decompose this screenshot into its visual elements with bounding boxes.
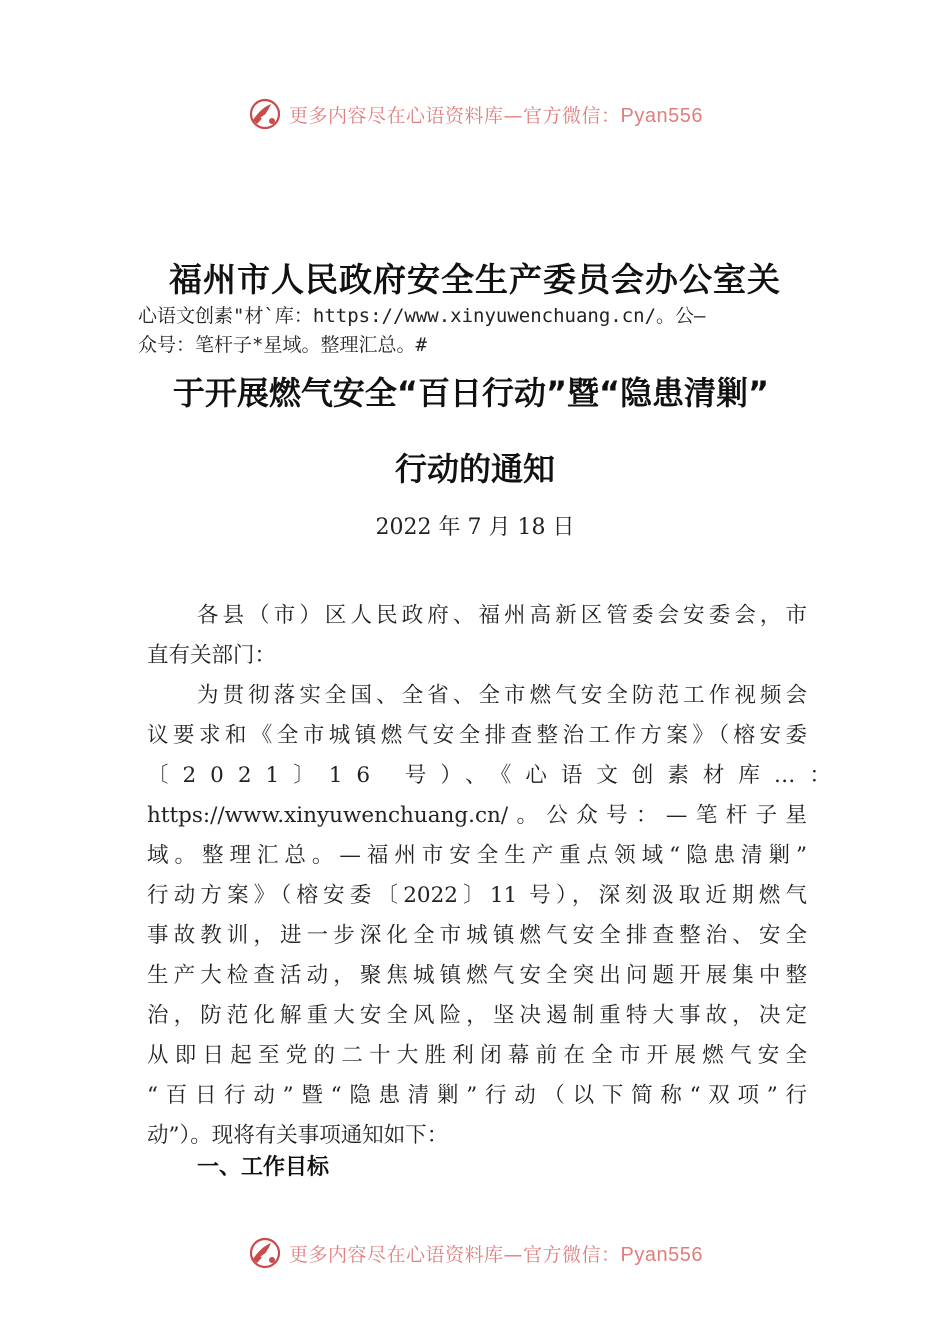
body-line: 事故教训，进一步深化全市城镇燃气安全排查整治、安全 (147, 923, 807, 948)
overlay-line-1: 心语文创素"材`库：https://www.xinyuwenchuang.cn/。公— (138, 305, 706, 327)
document-title-line-3: 行动的通知 (394, 450, 555, 488)
banner-text: 更多内容尽在心语资料库—官方微信：Pyan556 (289, 1243, 703, 1266)
body-line: 为贯彻落实全国、全省、全市燃气安全防范工作视频会 (197, 683, 807, 708)
document-title-line-1: 福州市人民政府安全生产委员会办公室关 (169, 260, 781, 299)
brush-logo-icon (247, 96, 283, 132)
banner-text: 更多内容尽在心语资料库—官方微信：Pyan556 (289, 104, 703, 127)
body-line: 域。整理汇总。—福州市安全生产重点领域“隐患清剿” (147, 843, 807, 868)
body-line: https://www.xinyuwenchuang.cn/。公众号：—笔杆子星 (147, 803, 807, 828)
document-title-line-2: 于开展燃气安全“百日行动”暨“隐患清剿” (172, 374, 770, 412)
brush-logo-icon (247, 1235, 283, 1271)
footer-watermark-banner (0, 1233, 950, 1273)
header-watermark-banner (0, 94, 950, 134)
section-heading: 一、工作目标 (197, 1155, 330, 1180)
body-line: “百日行动”暨“隐患清剿”行动（以下简称“双项”行 (147, 1083, 807, 1108)
body-line: 动”）。现将有关事项通知如下： (147, 1123, 449, 1148)
wechat-id: Pyan556 (620, 104, 703, 127)
body-line: 各县（市）区人民政府、福州高新区管委会安委会，市 (197, 603, 807, 628)
body-line: 行动方案》（榕安委〔2022〕11 号），深刻汲取近期燃气 (147, 883, 807, 908)
overlay-line-2: 众号：笔杆子*星域。整理汇总。# (138, 334, 427, 356)
body-line: 议要求和《全市城镇燃气安全排查整治工作方案》（榕安委 (147, 723, 807, 748)
body-line: 直有关部门： (147, 643, 277, 668)
document-date: 2022 年 7 月 18 日 (375, 515, 575, 540)
body-line: 生产大检查活动，聚焦城镇燃气安全突出问题开展集中整 (147, 963, 807, 988)
body-line: 治，防范化解重大安全风险，坚决遏制重特大事故，决定 (147, 1003, 807, 1028)
body-line: 从即日起至党的二十大胜利闭幕前在全市开展燃气安全 (147, 1043, 807, 1068)
wechat-id: Pyan556 (620, 1243, 703, 1266)
watermark-overlay-text (138, 302, 838, 360)
body-line: 〔2021〕16 号）、《心语文创素材库…： (147, 763, 845, 788)
